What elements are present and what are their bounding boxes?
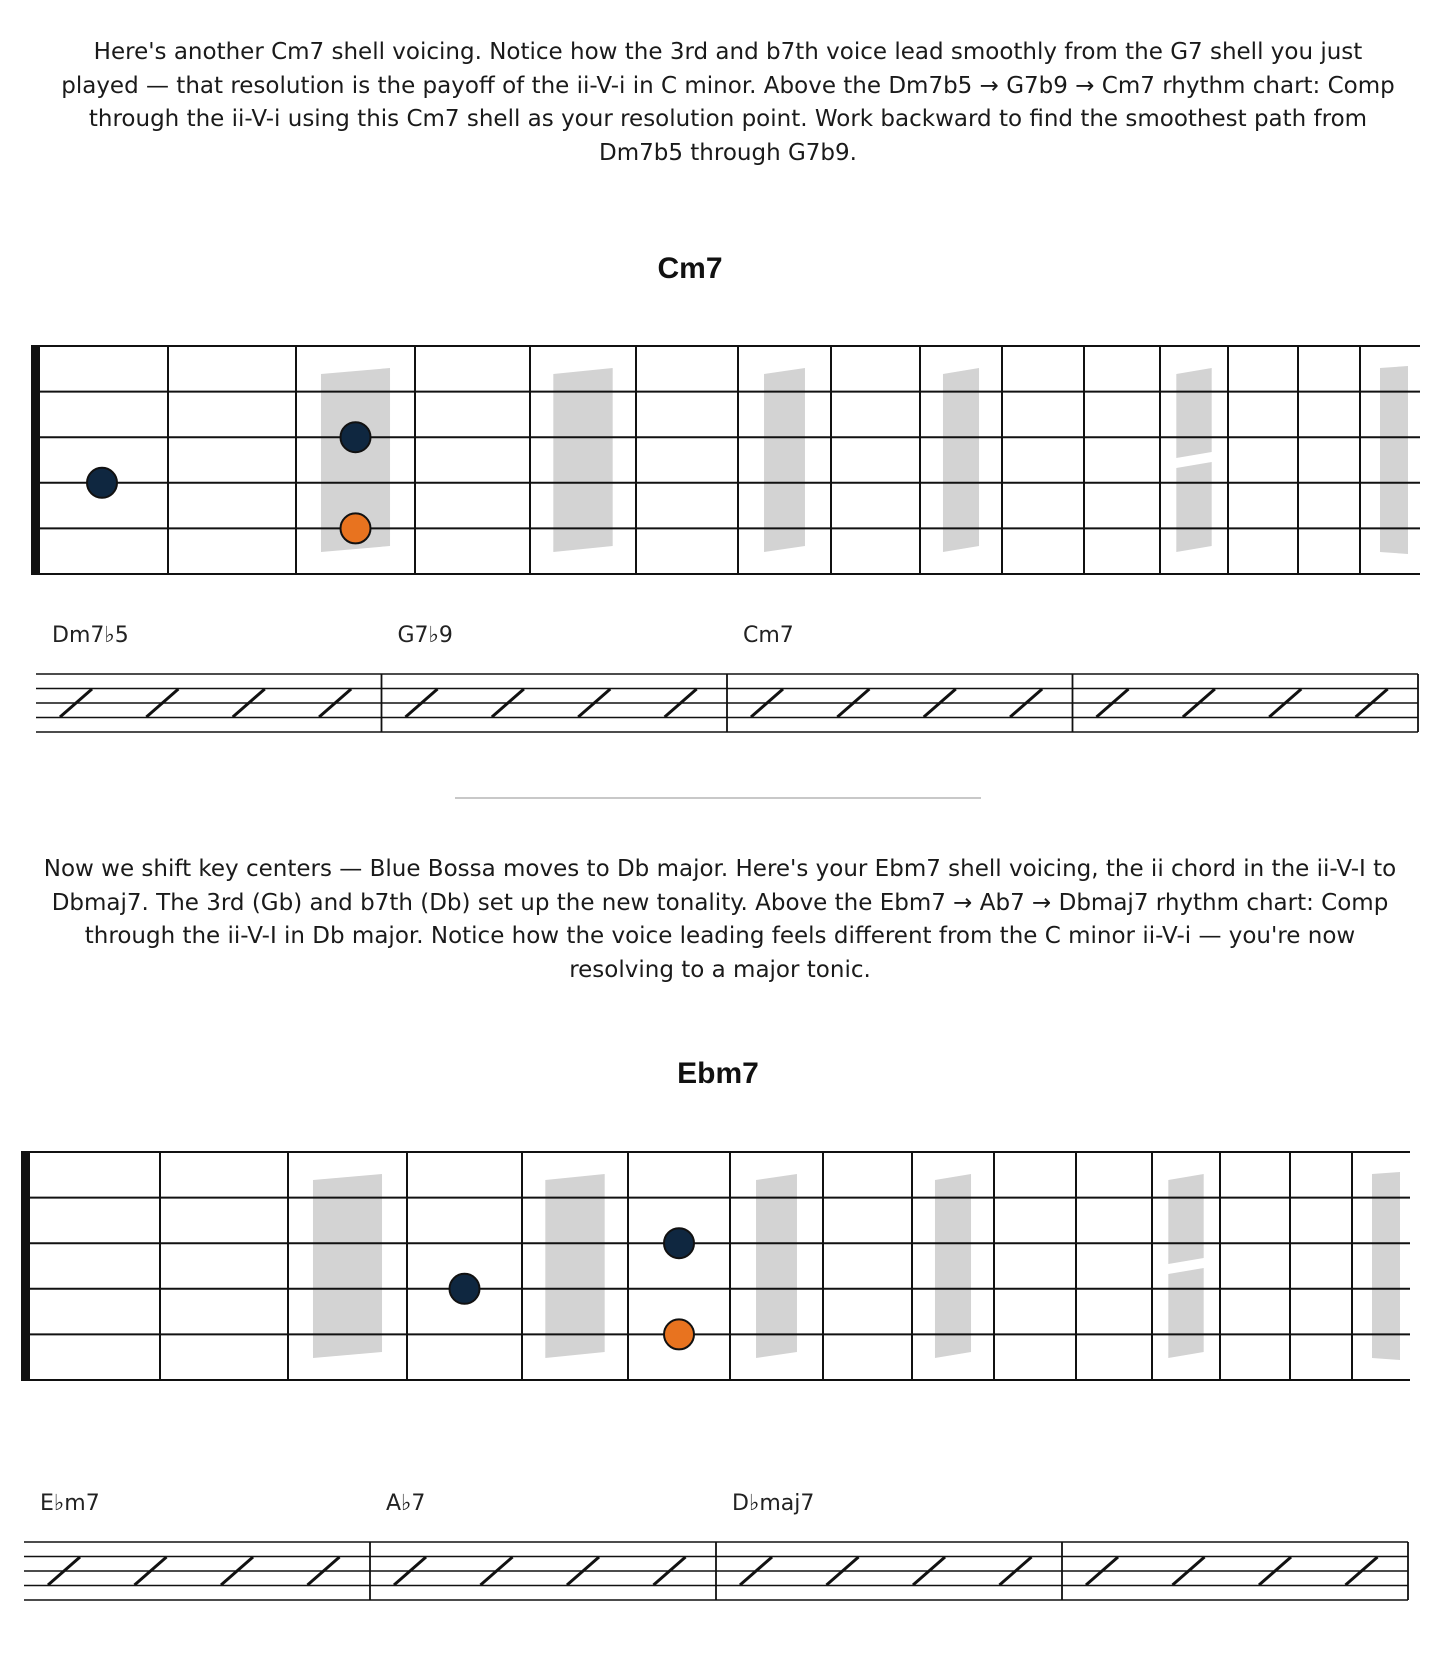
chord-symbol: Dm7♭5 <box>52 623 129 648</box>
fret-inlay-partial <box>1380 366 1408 554</box>
chord-symbol: D♭maj7 <box>732 1491 815 1516</box>
fret-inlay <box>553 368 612 552</box>
section-1-chord-title: Cm7 <box>657 252 723 285</box>
section-2-paragraph: Now we shift key centers — Blue Bossa moves to Db major. Here's your Ebm7 shell voicing, the ii chord in the ii-V-I to Dbmaj7. The 3rd (Gb) and b7th (Db) set up the new tonality. Above the Ebm7 → Ab7 → Dbmaj7 rhythm chart: Comp through the ii-V-I in Db major. Notice how the voice leading feels different from the C minor ii-V-i — you're now resolving to a major tonic. <box>43 856 1397 983</box>
root-note-dot <box>664 1319 694 1349</box>
chord-symbol: A♭7 <box>386 1491 426 1516</box>
fret-inlay <box>764 368 805 552</box>
fret-inlay <box>545 1174 604 1358</box>
fret-inlay <box>756 1174 797 1358</box>
fretboard-ebm7 <box>0 1136 1456 1376</box>
fret-inlay-double-bottom <box>1168 1268 1203 1358</box>
section-divider <box>455 797 981 799</box>
rhythm-chart-cm7 <box>0 612 1456 732</box>
fret-inlay-double-bottom <box>1176 462 1211 552</box>
section-2-chord-title: Ebm7 <box>677 1057 759 1090</box>
chord-symbol: E♭m7 <box>40 1491 100 1516</box>
note-dot <box>450 1274 480 1304</box>
note-dot <box>664 1228 694 1258</box>
chord-symbol: Cm7 <box>743 623 794 648</box>
fretboard-cm7 <box>0 330 1456 570</box>
chord-symbol: G7♭9 <box>397 623 453 648</box>
fret-inlay <box>935 1174 971 1358</box>
nut <box>21 1151 30 1381</box>
nut <box>31 345 40 575</box>
section-1-paragraph: Here's another Cm7 shell voicing. Notice how the 3rd and b7th voice lead smoothly from the G7 shell you just played — that resolution is the payoff of the ii-V-i in C minor. Above the Dm7b5 → G7b9 → Cm7 rhythm chart: Comp through the ii-V-i using this Cm7 shell as your resolution point. Work backward to find the smoothest path from Dm7b5 through G7b9. <box>61 39 1395 166</box>
rhythm-chart-ebm7 <box>0 1480 1456 1600</box>
fret-inlay-double-top <box>1176 368 1211 458</box>
fret-inlay-double-top <box>1168 1174 1203 1264</box>
note-dot <box>87 468 117 498</box>
fret-inlay <box>943 368 979 552</box>
fret-inlay <box>313 1174 382 1358</box>
fret-inlay-partial <box>1372 1172 1400 1360</box>
root-note-dot <box>341 513 371 543</box>
note-dot <box>341 422 371 452</box>
